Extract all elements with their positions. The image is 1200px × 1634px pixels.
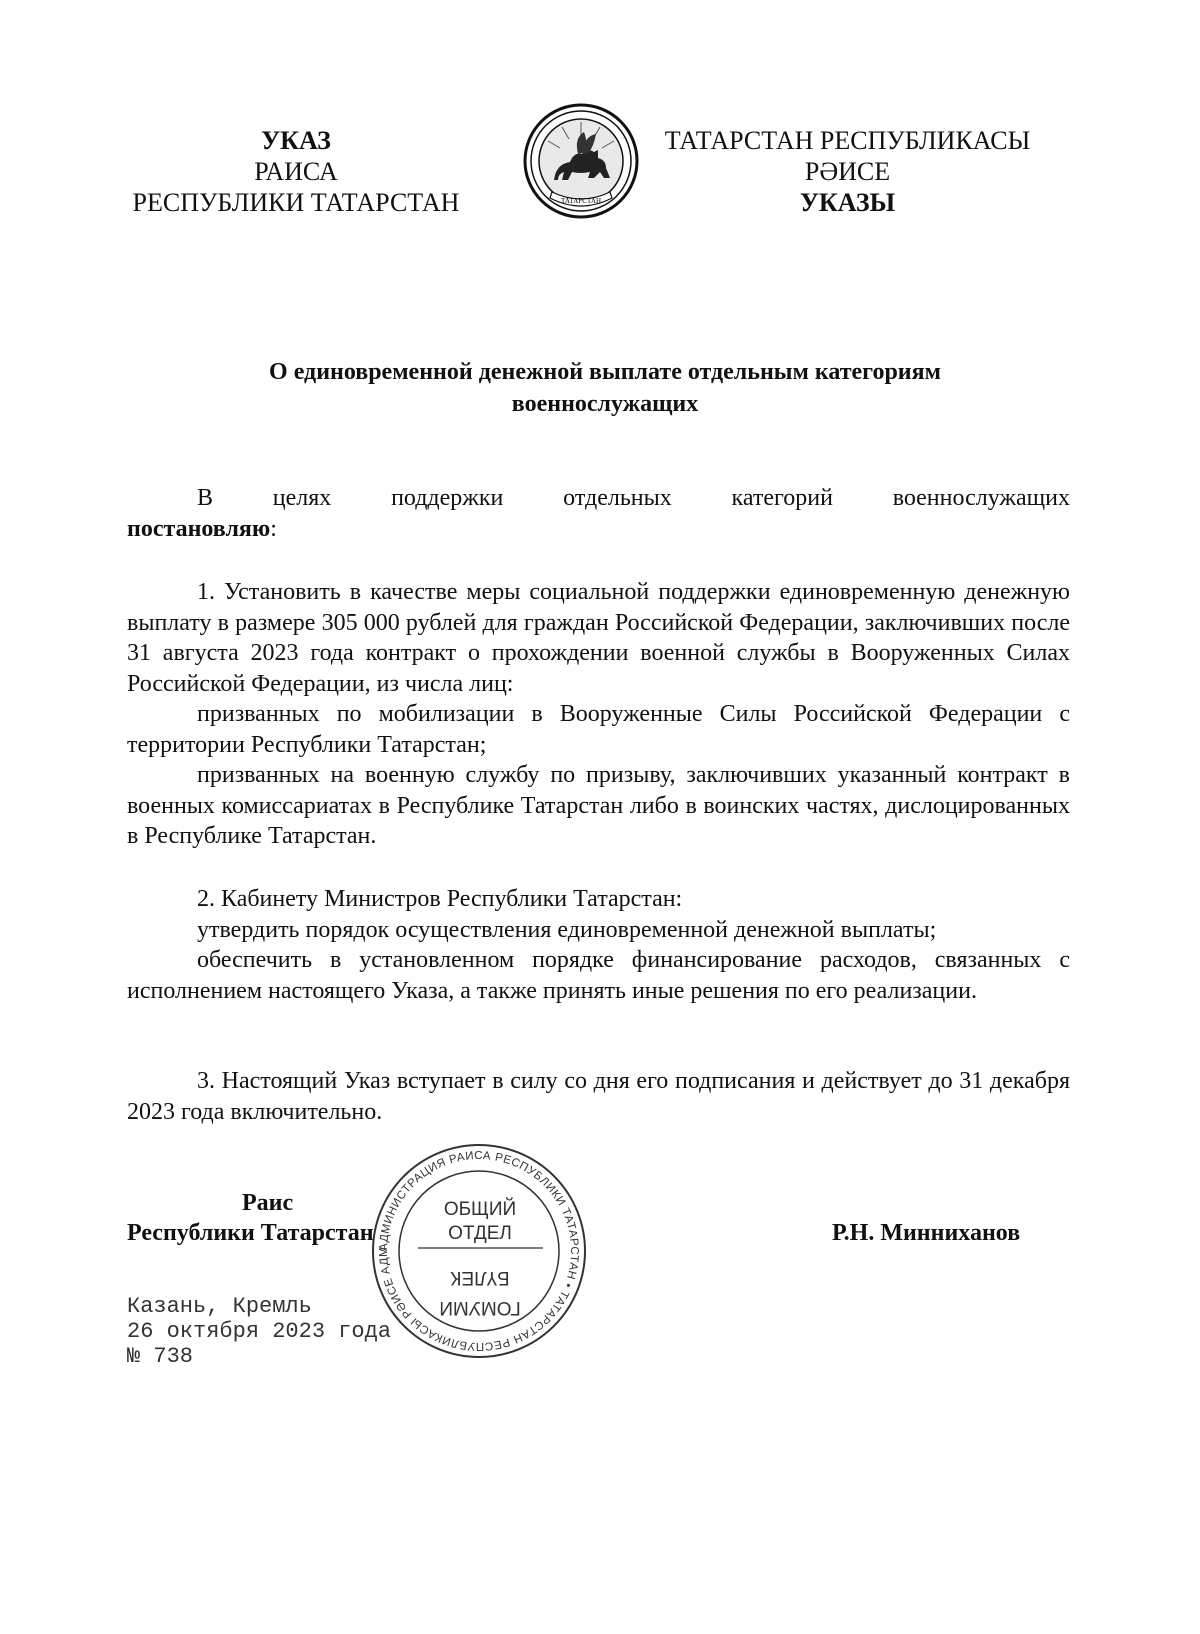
signature-position-line1: Раис bbox=[242, 1190, 294, 1216]
decree-word: постановляю bbox=[127, 515, 271, 542]
document-title bbox=[140, 356, 1070, 420]
item-paragraph: призванных на военную службу по призыву, заключивших указанный контракт в военных комиссариатах в Республике Татарстан либо в воинских частях, дислоцированных в Республике Татарстан. bbox=[127, 762, 1070, 849]
intro-word: военнослужащих bbox=[892, 485, 1070, 511]
item-paragraph: 3. Настоящий Указ вступает в силу со дня его подписания и действует до 31 декабря 2023 года включительно. bbox=[127, 1068, 1070, 1125]
item-3 bbox=[127, 1066, 1070, 1127]
footer-place: Казань, Кремль bbox=[127, 1294, 312, 1319]
header-left-republic: РЕСПУБЛИКИ ТАТАРСТАН bbox=[132, 188, 460, 217]
header-right-republic: ТАТАРСТАН РЕСПУБЛИКАСЫ bbox=[664, 126, 1031, 155]
stamp-top-line1: ОБЩИЙ bbox=[443, 1199, 517, 1220]
decree-colon: : bbox=[270, 515, 277, 542]
header-left-rais: РАИСА bbox=[254, 157, 338, 186]
stamp-bottom-line1: БҮЛЕК bbox=[450, 1267, 510, 1288]
item-paragraph: 2. Кабинету Министров Республики Татарстан: bbox=[197, 886, 683, 912]
signature-position bbox=[127, 1188, 374, 1248]
footer-details bbox=[127, 1294, 391, 1369]
intro-word: поддержки bbox=[391, 485, 504, 511]
item-paragraph: 1. Установить в качестве меры социальной поддержки единовременную денежную выплату в размере 305 000 рублей для граждан Российской Федерации, заключивших после 31 августа 2023 года контракт о прохождении военной службы в Вооруженных Силах Российской Федерации, из числа лиц: bbox=[127, 579, 1070, 697]
stamp-top-line2: ОТДЕЛ bbox=[448, 1223, 512, 1244]
item-paragraph: утвердить порядок осуществления единовременной денежной выплаты; bbox=[197, 916, 937, 943]
item-1 bbox=[127, 577, 1070, 852]
item-2 bbox=[127, 884, 1070, 1006]
emblem-ribbon-text: ТАТАРСТАН bbox=[560, 197, 602, 205]
footer-number: № 738 bbox=[127, 1344, 194, 1369]
intro-paragraph bbox=[127, 483, 1070, 544]
signature-position-line2: Республики Татарстан bbox=[127, 1220, 374, 1246]
footer-date: 26 октября 2023 года bbox=[127, 1319, 392, 1344]
stamp-ring-text: АДМИНИСТРАЦИЯ РАИСА РЕСПУБЛИКИ ТАТАРСТАН • ТАТАРСТАН РЕСПУБЛИКАСЫ РӘИСЕ АДМ bbox=[377, 1149, 581, 1353]
stamp-bottom-line2: ГОМУМИ bbox=[439, 1297, 521, 1318]
header-left bbox=[120, 125, 472, 218]
item-paragraph: призванных по мобилизации в Вооруженные Силы Российской Федерации с территории Республики Татарстан; bbox=[127, 701, 1070, 758]
intro-word: отдельных bbox=[563, 485, 672, 511]
tatarstan-emblem-icon bbox=[522, 102, 640, 220]
document-title-line2: военнослужащих bbox=[511, 391, 699, 417]
header-right-rais: РӘИСЕ bbox=[804, 157, 891, 186]
document-title-line1: О единовременной денежной выплате отдельным категориям bbox=[269, 359, 941, 385]
item-paragraph: обеспечить в установленном порядке финансирование расходов, связанных с исполнением настоящего Указа, а также принять иные решения по его реализации. bbox=[127, 947, 1070, 1004]
intro-word: целях bbox=[272, 485, 332, 511]
header-left-decree: УКАЗ bbox=[261, 126, 331, 155]
header-right-decree: УКАЗЫ bbox=[799, 188, 896, 217]
intro-line bbox=[127, 483, 1070, 514]
decree-line bbox=[127, 514, 1070, 545]
signatory-name: Р.Н. Минниханов bbox=[832, 1220, 1021, 1246]
header-right bbox=[655, 125, 1040, 218]
intro-word: В bbox=[197, 485, 214, 511]
official-stamp bbox=[368, 1140, 590, 1362]
intro-word: категорий bbox=[731, 485, 833, 511]
